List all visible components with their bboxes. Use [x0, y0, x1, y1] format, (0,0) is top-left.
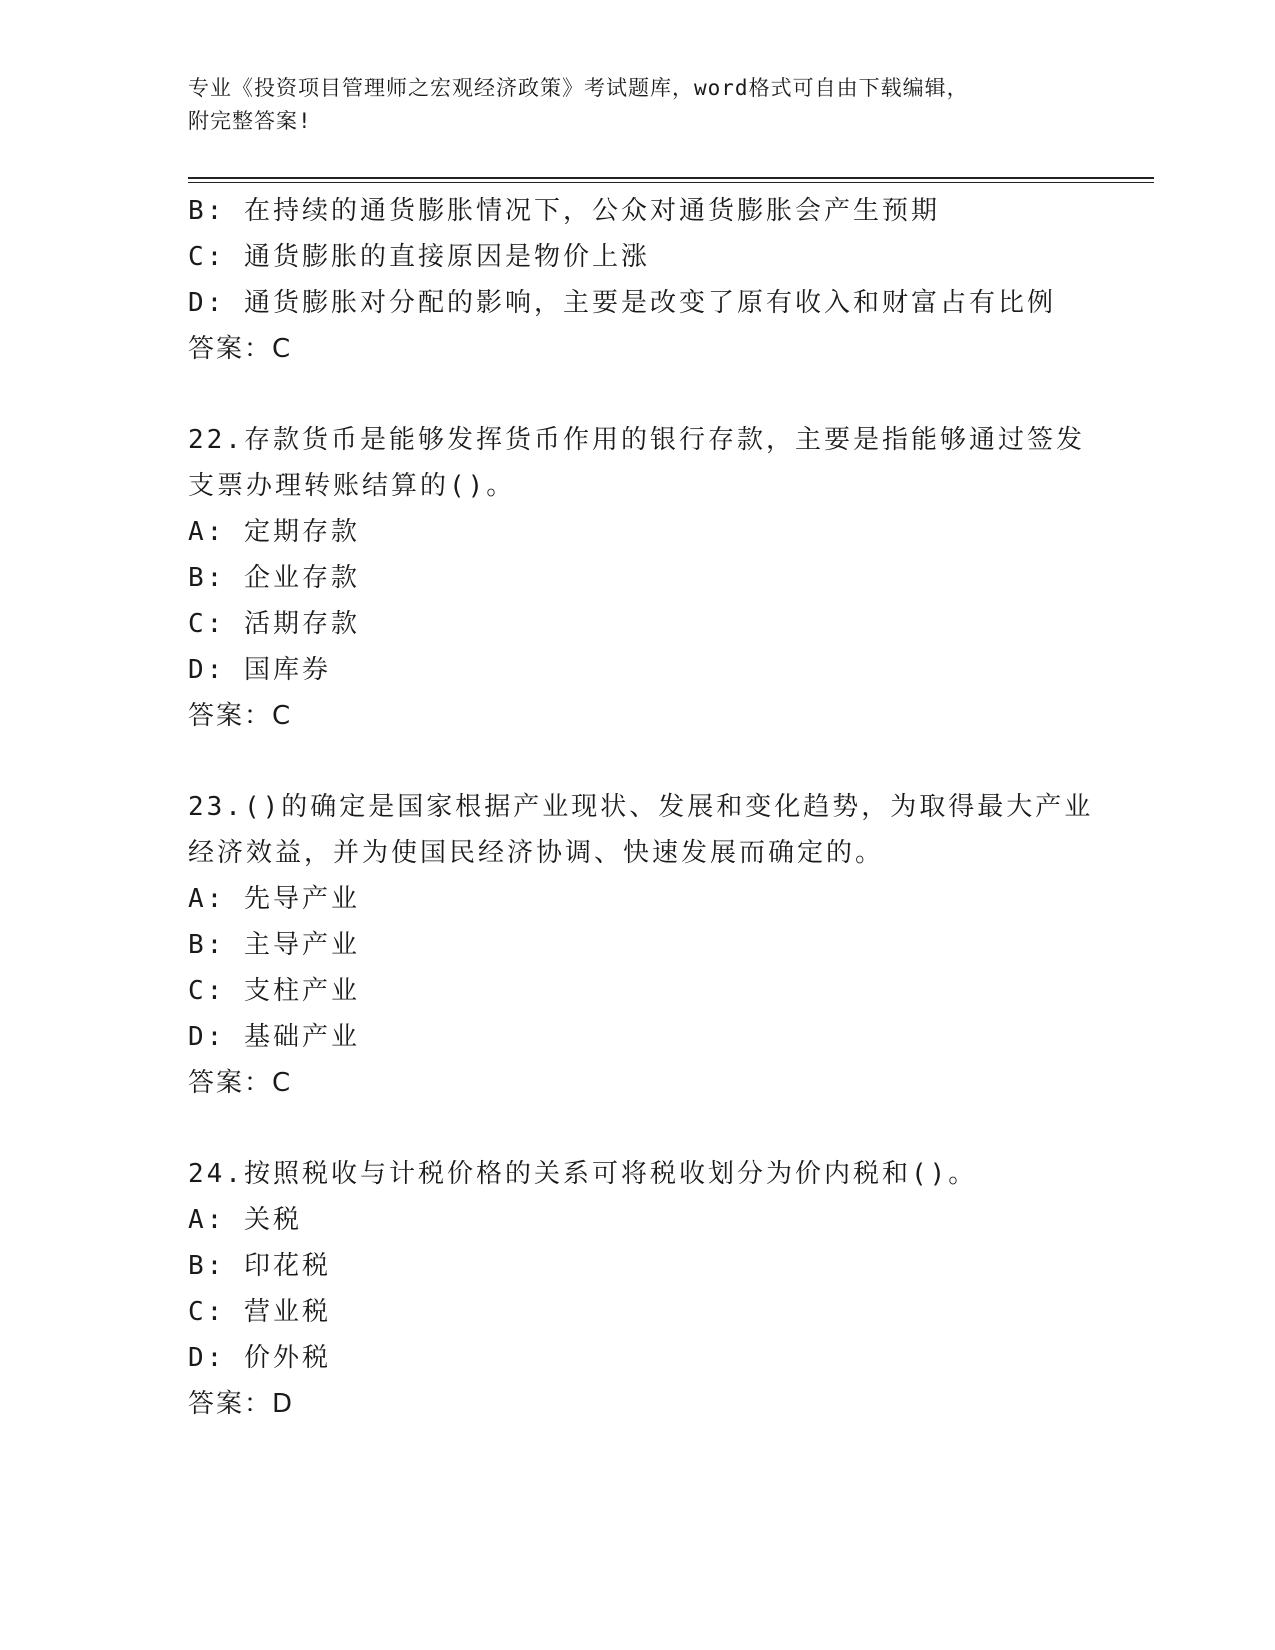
option-a: A: 先导产业	[188, 884, 360, 914]
option-d: D: 国库券	[188, 655, 331, 685]
option-b: B: 在持续的通货膨胀情况下，公众对通货膨胀会产生预期	[188, 196, 940, 226]
document-body	[188, 188, 1094, 1427]
option-b: B: 印花税	[188, 1251, 331, 1281]
answer-line: 答案：C	[188, 334, 293, 364]
document-header	[188, 72, 1088, 138]
header-divider-thick	[188, 177, 1154, 179]
answer-line: 答案：D	[188, 1389, 295, 1419]
question-stem-line: 23.()的确定是国家根据产业现状、发展和变化趋势，为取得最大产业	[188, 792, 1094, 822]
header-line-1: 专业《投资项目管理师之宏观经济政策》考试题库，word格式可自由下载编辑，	[188, 76, 969, 100]
header-divider-thin	[188, 182, 1154, 183]
prev-question-block	[188, 188, 1088, 372]
option-c: C: 通货膨胀的直接原因是物价上涨	[188, 242, 650, 272]
question-stem-line: 支票办理转账结算的()。	[188, 471, 516, 501]
question-22	[188, 417, 1088, 739]
option-c: C: 支柱产业	[188, 976, 360, 1006]
option-d: D: 基础产业	[188, 1022, 360, 1052]
option-c: C: 活期存款	[188, 609, 360, 639]
option-d: D: 价外税	[188, 1343, 331, 1373]
question-stem-line: 经济效益，并为使国民经济协调、快速发展而确定的。	[188, 838, 885, 868]
question-stem-line: 24.按照税收与计税价格的关系可将税收划分为价内税和()。	[188, 1159, 978, 1189]
option-b: B: 主导产业	[188, 930, 360, 960]
question-24	[188, 1151, 1088, 1427]
option-b: B: 企业存款	[188, 563, 360, 593]
question-stem-line: 22.存款货币是能够发挥货币作用的银行存款，主要是指能够通过签发	[188, 425, 1085, 455]
option-a: A: 关税	[188, 1205, 302, 1235]
answer-line: 答案：C	[188, 1068, 293, 1098]
option-a: A: 定期存款	[188, 517, 360, 547]
option-c: C: 营业税	[188, 1297, 331, 1327]
question-23	[188, 784, 1094, 1106]
answer-line: 答案：C	[188, 701, 293, 731]
option-d: D: 通货膨胀对分配的影响，主要是改变了原有收入和财富占有比例	[188, 288, 1056, 318]
header-line-2: 附完整答案!	[188, 109, 312, 133]
